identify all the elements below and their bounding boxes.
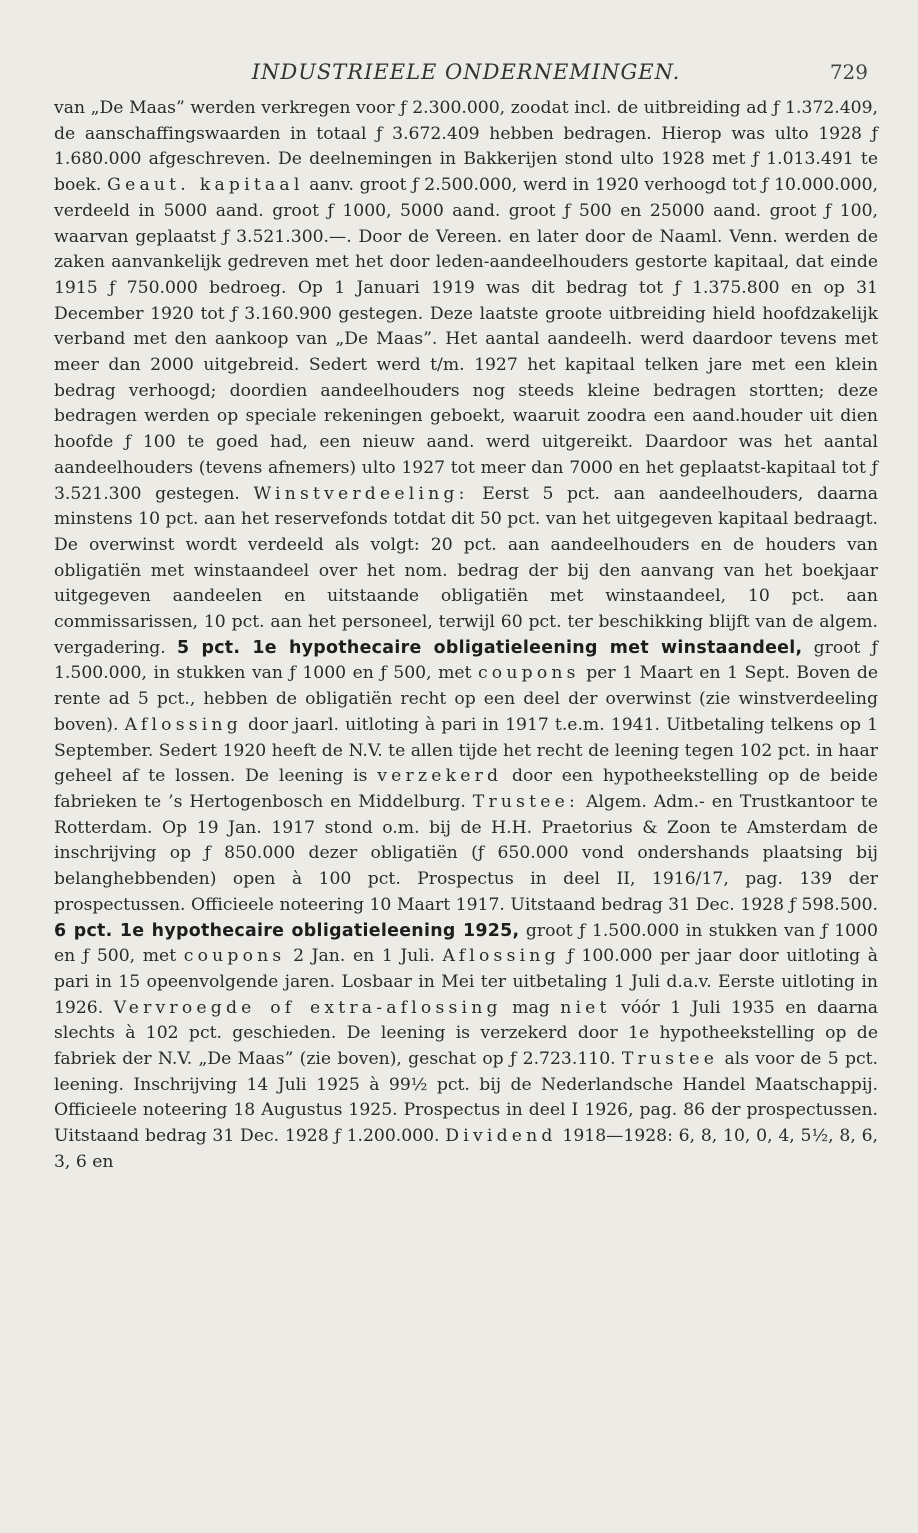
page-header [54, 52, 878, 88]
text-run: mag [501, 997, 561, 1018]
text-run: 1918—1928: 6, 8, 10, 0, 4, 5½, 8, 6, 3, 6 en [54, 1126, 878, 1172]
spaced-emphasis-run: Geaut. kapitaal [107, 175, 304, 196]
text-run: ƒ 100.000 per jaar door uitloting à pari in 15 opeenvolgende jaren. Losbaar in Mei ter uitbetaling 1 Juli d.a.v. Eerste uitloting in 1926. [54, 946, 878, 1018]
text-run: Algem. Adm.- en Trustkantoor te Rotterdam. Op 19 Jan. 1917 stond o.m. bij de H.H. Praetorius & Zoon te Amsterdam de inschrijving op ƒ 850.000 dezer obligatiën (ƒ 650.000 vond ondershands plaatsing bij belanghebbenden) open à 100 pct. Prospectus in deel II, 1916/17, pag. 139 der prospectussen. Officieele noteering 10 Maart 1917. Uitstaand bedrag 31 Dec. 1928 ƒ 598.500. [54, 791, 878, 915]
text-run: aanv. groot ƒ 2.500.000, werd in 1920 verhoogd tot ƒ 10.000.000, verdeeld in 5000 aand. groot ƒ 1000, 5000 aand. groot ƒ 500 en 25000 aand. groot ƒ 100, waarvan geplaatst ƒ 3.521.300.—. Door de Vereen. en later door de Naaml. Venn. werden de zaken aanvankelijk gedreven met het door leden-aandeelhouders gestorte kapitaal, dat einde 1915 ƒ 750.000 bedroeg. Op 1 Januari 1919 was dit bedrag tot ƒ 1.375.800 en op 31 December 1920 tot ƒ 3.160.900 gestegen. Deze laatste groote uitbreiding hield hoofdzakelijk verband met den aankoop van „De Maas”. Het aantal aandeelh. werd daardoor tevens met meer dan 2000 uitgebreid. Sedert werd t/m. 1927 het kapitaal telken jare met een klein bedrag verhoogd; doordien aandeelhouders nog steeds kleine bedragen stortten; deze bedragen werden op speciale rekeningen geboekt, waaruit zoodra een aand.houder uit dien hoofde ƒ 100 te goed had, een nieuw aand. werd uitgereikt. Daardoor was het aantal aandeelhouders (tevens afnemers) ulto 1927 tot meer dan 7000 en het geplaatst-kapitaal tot ƒ 3.521.300 gestegen. [54, 175, 878, 504]
spaced-emphasis-run: Dividend [445, 1126, 557, 1147]
text-run: als voor de 5 pct. leening. Inschrijving 14 Juli 1925 à 99½ pct. bij de Nederlandsche Handel Maatschappij. Officieele noteering 18 Augustus 1925. Prospectus in deel I 1926, pag. 86 der prospectussen. Uitstaand bedrag 31 Dec. 1928 ƒ 1.200.000. [54, 1049, 878, 1147]
spaced-emphasis-run: Winstverdeeling: [253, 483, 469, 504]
spaced-emphasis-run: Aflossing [442, 946, 560, 967]
text-run: door een hypotheekstelling op de beide fabrieken te ’s Hertogenbosch en Middelburg. [54, 766, 878, 812]
body-paragraph [54, 96, 878, 1176]
spaced-emphasis-run: Vervroegde of extra-aflossing [113, 997, 502, 1018]
spaced-emphasis-run: verzekerd [377, 766, 503, 787]
text-run: van „De Maas” werden verkregen voor ƒ 2.300.000, zoodat incl. de uitbreiding ad ƒ 1.372.409, de aanschaffingswaarden in totaal ƒ 3.672.409 hebben bedragen. Hierop was ulto 1928 ƒ 1.680.000 afgeschreven. De deelnemingen in Bakkerijen stond ulto 1928 met ƒ 1.013.491 te boek. [54, 98, 878, 196]
spaced-emphasis-run: Aflossing [124, 714, 242, 735]
text-run: groot ƒ 1.500.000, in stukken van ƒ 1000 en ƒ 500, met [54, 637, 879, 684]
spaced-emphasis-run: niet [560, 997, 611, 1018]
spaced-emphasis-run: coupons [477, 663, 580, 684]
page-number: 729 [829, 60, 868, 84]
text-run: 2 Jan. en 1 Juli. [285, 946, 443, 967]
text-run: vóór 1 Juli 1935 en daarna slechts à 102 pct. geschieden. De leening is verzekerd door 1e hypotheekstelling op de fabriek der N.V. „De Maas” (zie boven), geschat op ƒ 2.723.110. [54, 997, 879, 1070]
text-run: door jaarl. uitloting à pari in 1917 t.e.m. 1941. Uitbetaling telkens op 1 September. Sedert 1920 heeft de N.V. te allen tijde het recht de leening tegen 102 pct. in haar geheel af te lossen. De leening is [54, 714, 879, 787]
text-run: groot ƒ 1.500.000 in stukken van ƒ 1000 en ƒ 500, met [54, 920, 878, 967]
text-run: Eerst 5 pct. aan aandeelhouders, daarna minstens 10 pct. aan het reservefonds totdat dit 50 pct. van het uitgegeven kapitaal bedraagt. De overwinst wordt verdeeld als volgt: 20 pct. aan aandeelhouders en de houders van obligatiën met winstaandeel over het nom. bedrag der bij den aanvang van het boekjaar uitgegeven aandeelen en uitstaande obligatiën met winstaandeel, 10 pct. aan commissarissen, 10 pct. aan het personeel, terwijl 60 pct. ter beschikking blijft van de algem. vergadering. [54, 483, 878, 658]
bold-heading-run: 5 pct. 1e hypothecaire obligatieleening met winstaandeel, [176, 637, 803, 658]
bold-heading-run: 6 pct. 1e hypothecaire obligatieleening 1925, [54, 920, 520, 941]
spaced-emphasis-run: Trustee: [472, 791, 579, 812]
running-head: INDUSTRIEELE ONDERNEMINGEN. [251, 60, 681, 84]
spaced-emphasis-run: coupons [183, 946, 286, 967]
text-run: per 1 Maart en 1 Sept. Boven de rente ad 5 pct., hebben de obligatiën recht op een deel der overwinst (zie winstverdeeling boven). [54, 663, 878, 735]
spaced-emphasis-run: Trustee [621, 1049, 719, 1070]
